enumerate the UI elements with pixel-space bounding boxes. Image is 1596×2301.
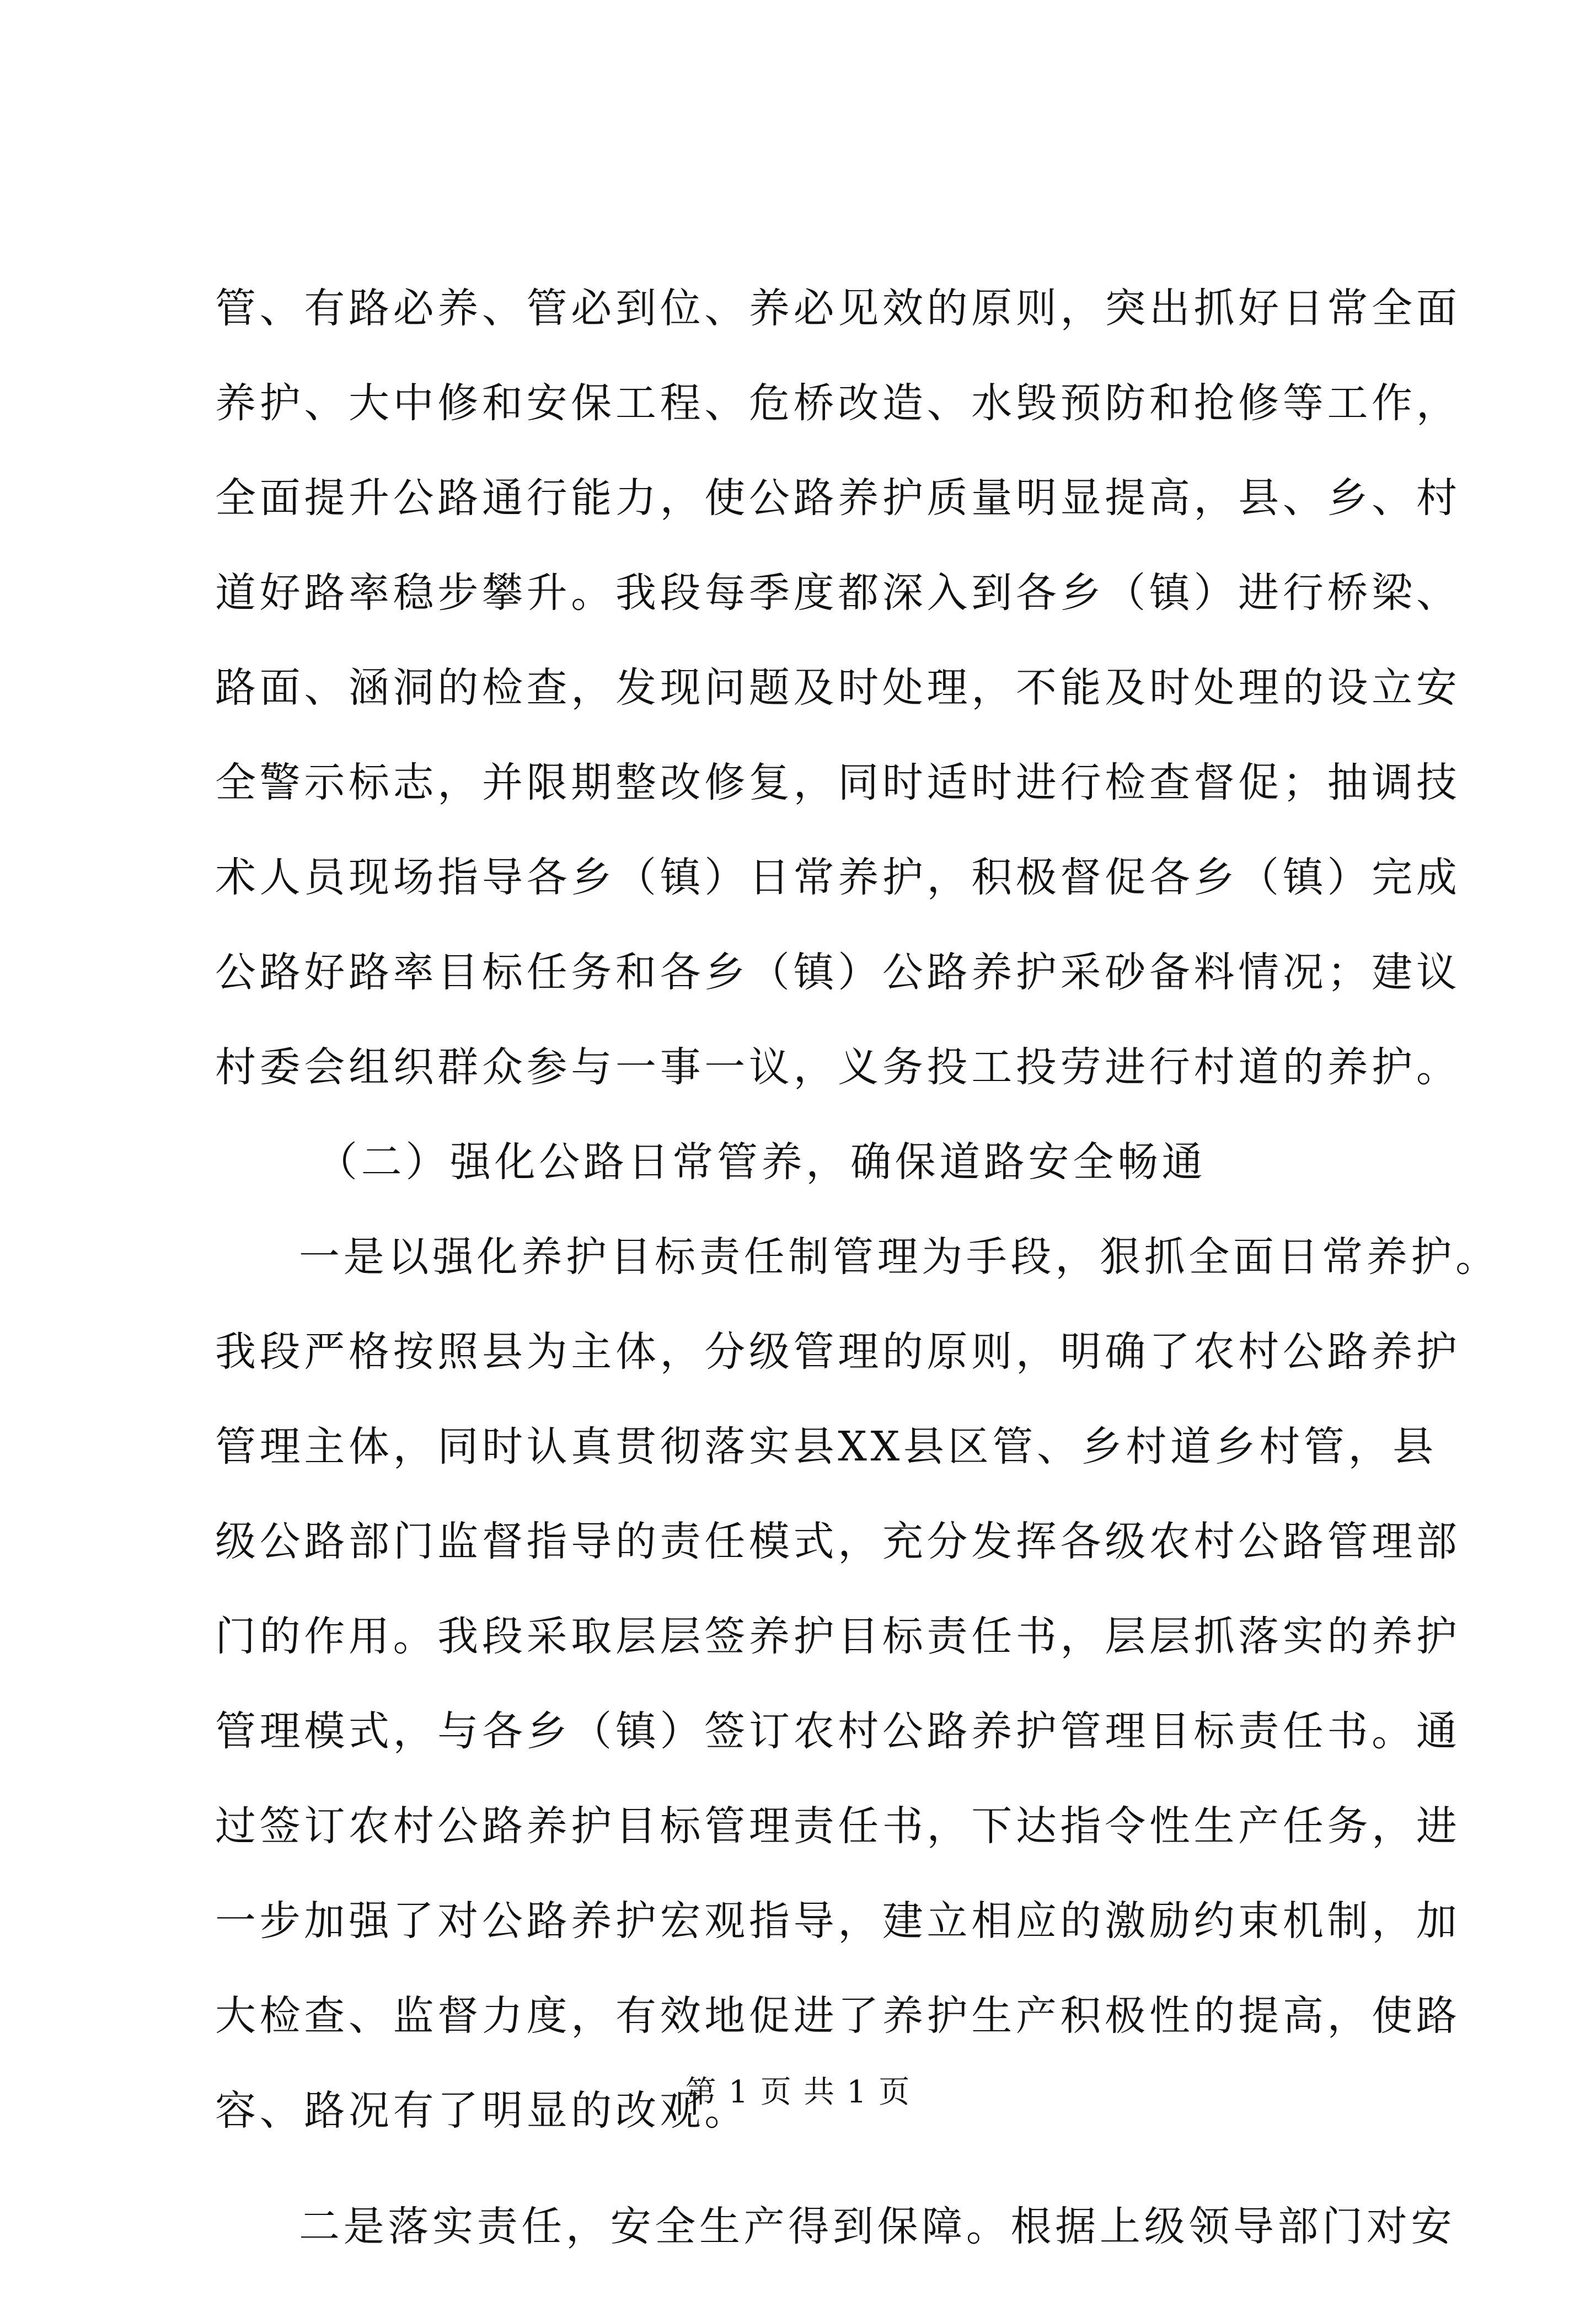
paragraph-line: 容、路况有了明显的改观。 xyxy=(215,2087,749,2134)
paragraph-line: 我段严格按照县为主体，分级管理的原则，明确了农村公路养护 xyxy=(215,1328,1461,1376)
paragraph-line: 二是落实责任，安全生产得到保障。根据上级领导部门对安 xyxy=(299,2203,1456,2250)
text-line: 全警示标志，并限期整改修复，同时适时进行检查督促；抽调技 xyxy=(215,759,1461,806)
section-heading: （二）强化公路日常管养，确保道路安全畅通 xyxy=(317,1138,1207,1186)
paragraph-line: 一是以强化养护目标责任制管理为手段，狠抓全面日常养护。 xyxy=(299,1233,1500,1281)
paragraph-line: 大检查、监督力度，有效地促进了养护生产积极性的提高，使路 xyxy=(215,1992,1461,2040)
page-number: 第 1 页 共 1 页 xyxy=(685,2074,911,2110)
paragraph-line: 管理主体，同时认真贯彻落实县XX县区管、乡村道乡村管，县 xyxy=(215,1423,1437,1470)
paragraph-line: 过签订农村公路养护目标管理责任书，下达指令性生产任务，进 xyxy=(215,1802,1461,1850)
text-line: 术人员现场指导各乡（镇）日常养护，积极督促各乡（镇）完成 xyxy=(215,854,1461,901)
text-line: 道好路率稳步攀升。我段每季度都深入到各乡（镇）进行桥梁、 xyxy=(215,569,1461,617)
paragraph-line: 门的作用。我段采取层层签养护目标责任书，层层抓落实的养护 xyxy=(215,1613,1461,1660)
text-line: 村委会组织群众参与一事一议，义务投工投劳进行村道的养护。 xyxy=(215,1044,1461,1091)
text-line: 路面、涵洞的检查，发现问题及时处理，不能及时处理的设立安 xyxy=(215,664,1461,711)
text-line: 公路好路率目标任务和各乡（镇）公路养护采砂备料情况；建议 xyxy=(215,949,1461,996)
paragraph-line: 一步加强了对公路养护宏观指导，建立相应的激励约束机制，加 xyxy=(215,1897,1461,1945)
text-line: 管、有路必养、管必到位、养必见效的原则，突出抓好日常全面 xyxy=(215,285,1461,332)
text-line: 全面提升公路通行能力，使公路养护质量明显提高，县、乡、村 xyxy=(215,474,1461,522)
text-line: 养护、大中修和安保工程、危桥改造、水毁预防和抢修等工作， xyxy=(215,379,1461,427)
document-body xyxy=(215,285,1500,2301)
paragraph-line: 级公路部门监督指导的责任模式，充分发挥各级农村公路管理部 xyxy=(215,1518,1461,1565)
paragraph-line: 管理模式，与各乡（镇）签订农村公路养护管理目标责任书。通 xyxy=(215,1708,1461,1755)
